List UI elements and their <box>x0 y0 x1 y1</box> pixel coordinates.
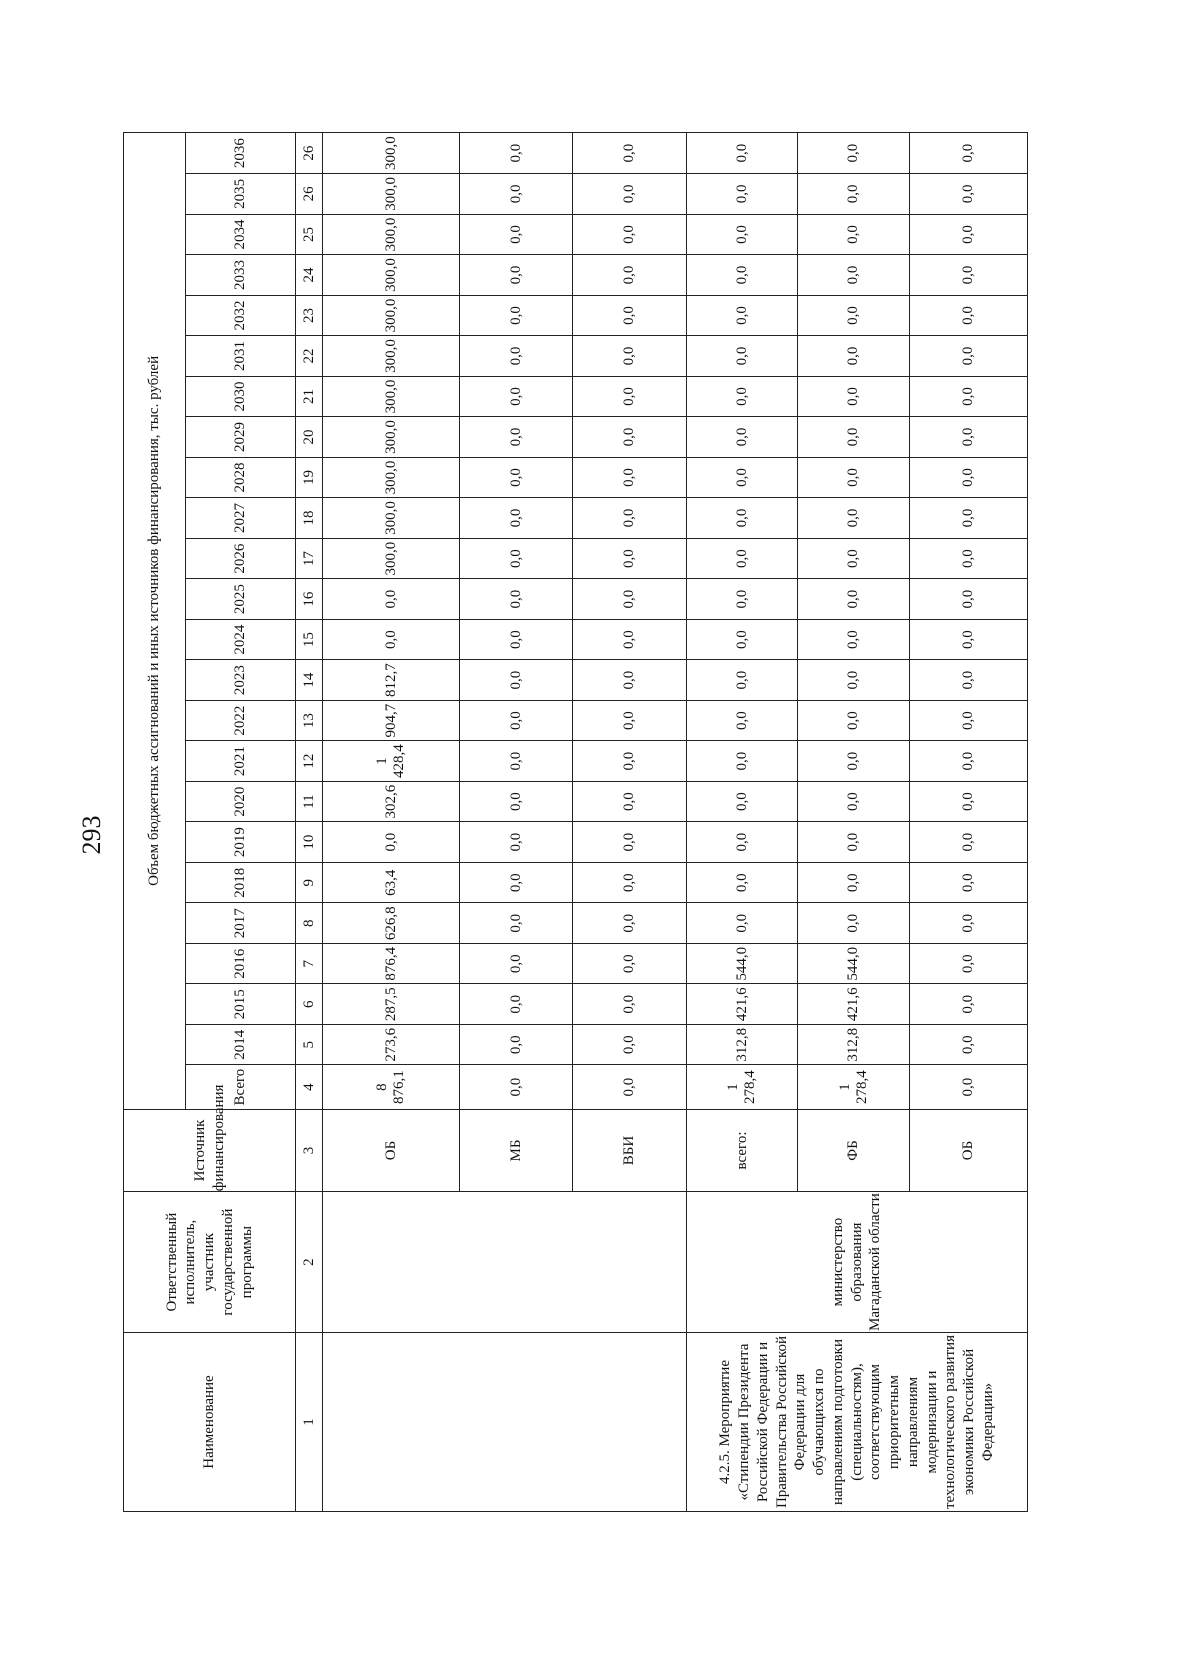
year-value: 0,0 <box>323 619 460 660</box>
column-number: 10 <box>296 822 323 863</box>
column-number: 17 <box>296 538 323 579</box>
year-value: 0,0 <box>573 538 687 579</box>
year-value: 0,0 <box>460 295 573 336</box>
year-value: 0,0 <box>798 741 910 782</box>
total-value: 0,0 <box>573 1065 687 1109</box>
funding-source: ОБ <box>323 1109 460 1191</box>
year-header: 2035 <box>186 174 296 215</box>
year-value: 0,0 <box>798 174 910 215</box>
column-number: 14 <box>296 660 323 701</box>
year-value: 0,0 <box>798 903 910 944</box>
column-number: 4 <box>296 1065 323 1109</box>
year-value: 302,6 <box>323 781 460 822</box>
year-value: 421,6 <box>687 984 798 1025</box>
year-value: 0,0 <box>798 255 910 296</box>
year-value: 0,0 <box>460 903 573 944</box>
year-value: 0,0 <box>687 255 798 296</box>
year-value: 0,0 <box>460 700 573 741</box>
year-value: 0,0 <box>573 133 687 174</box>
year-value: 0,0 <box>460 943 573 984</box>
year-value: 0,0 <box>460 781 573 822</box>
year-value: 0,0 <box>573 174 687 215</box>
column-number: 6 <box>296 984 323 1025</box>
year-value: 0,0 <box>687 498 798 539</box>
year-value: 0,0 <box>323 579 460 620</box>
budget-table <box>123 132 1028 1512</box>
year-value: 0,0 <box>460 457 573 498</box>
year-value: 0,0 <box>910 174 1028 215</box>
year-value: 0,0 <box>573 498 687 539</box>
table-body <box>323 133 1028 1512</box>
column-number: 26 <box>296 174 323 215</box>
year-value: 0,0 <box>910 660 1028 701</box>
year-value: 312,8 <box>798 1024 910 1065</box>
year-value: 0,0 <box>910 538 1028 579</box>
year-value: 0,0 <box>798 457 910 498</box>
year-header: 2031 <box>186 336 296 377</box>
year-value: 0,0 <box>687 417 798 458</box>
year-value: 0,0 <box>460 822 573 863</box>
year-header: 2028 <box>186 457 296 498</box>
year-value: 0,0 <box>798 214 910 255</box>
year-value: 0,0 <box>798 538 910 579</box>
year-value: 0,0 <box>687 781 798 822</box>
year-value: 0,0 <box>460 538 573 579</box>
year-value: 1 428,4 <box>323 741 460 782</box>
year-value: 0,0 <box>573 579 687 620</box>
year-value: 0,0 <box>573 214 687 255</box>
year-value: 300,0 <box>323 174 460 215</box>
year-value: 300,0 <box>323 376 460 417</box>
year-header: 2027 <box>186 498 296 539</box>
funding-source: ОБ <box>910 1109 1028 1191</box>
year-value: 300,0 <box>323 133 460 174</box>
column-number: 12 <box>296 741 323 782</box>
year-value: 0,0 <box>573 903 687 944</box>
year-value: 0,0 <box>573 984 687 1025</box>
year-value: 0,0 <box>910 822 1028 863</box>
year-value: 0,0 <box>687 457 798 498</box>
year-value: 63,4 <box>323 862 460 903</box>
header-source: Источник финансирования <box>124 1109 296 1191</box>
year-value: 300,0 <box>323 457 460 498</box>
year-value: 300,0 <box>323 214 460 255</box>
table-container <box>123 132 1028 1512</box>
year-value: 421,6 <box>798 984 910 1025</box>
year-value: 300,0 <box>323 255 460 296</box>
year-value: 0,0 <box>910 255 1028 296</box>
column-number: 1 <box>296 1333 323 1512</box>
row-executor-cell <box>323 1192 687 1333</box>
year-value: 300,0 <box>323 498 460 539</box>
year-value: 0,0 <box>573 660 687 701</box>
year-value: 0,0 <box>460 1024 573 1065</box>
year-value: 0,0 <box>910 376 1028 417</box>
column-number: 21 <box>296 376 323 417</box>
responsible-executor: министерство образования Магаданской области <box>687 1192 1028 1333</box>
year-value: 0,0 <box>573 943 687 984</box>
year-value: 0,0 <box>798 498 910 539</box>
year-value: 0,0 <box>573 1024 687 1065</box>
column-number: 9 <box>296 862 323 903</box>
year-value: 0,0 <box>910 295 1028 336</box>
year-value: 0,0 <box>910 903 1028 944</box>
year-header: 2025 <box>186 579 296 620</box>
year-value: 0,0 <box>798 781 910 822</box>
year-value: 300,0 <box>323 336 460 377</box>
year-value: 0,0 <box>573 862 687 903</box>
year-header: 2015 <box>186 984 296 1025</box>
table-row <box>323 133 460 1512</box>
year-value: 0,0 <box>573 741 687 782</box>
funding-source: МБ <box>460 1109 573 1191</box>
year-header: 2029 <box>186 417 296 458</box>
table-row <box>687 133 798 1512</box>
column-number: 2 <box>296 1192 323 1333</box>
year-value: 0,0 <box>798 417 910 458</box>
column-number: 3 <box>296 1109 323 1191</box>
total-value: 0,0 <box>460 1065 573 1109</box>
total-value: 1 278,4 <box>687 1065 798 1109</box>
year-header: 2021 <box>186 741 296 782</box>
year-value: 0,0 <box>910 781 1028 822</box>
year-value: 300,0 <box>323 538 460 579</box>
year-value: 0,0 <box>573 822 687 863</box>
year-value: 626,8 <box>323 903 460 944</box>
year-value: 0,0 <box>687 741 798 782</box>
column-number: 19 <box>296 457 323 498</box>
year-header: 2018 <box>186 862 296 903</box>
year-value: 0,0 <box>460 255 573 296</box>
funding-source: ВБИ <box>573 1109 687 1191</box>
column-number: 20 <box>296 417 323 458</box>
year-value: 0,0 <box>910 984 1028 1025</box>
measure-name: 4.2.5. Мероприятие «Стипендии Президента Российской Федерации и Правительства Российской Федерации для обучающихся по направлениям подготовки (специальностям), соответствующим приоритетным направлениям модернизации и технологического развития экономики Российской Федерации» <box>687 1333 1028 1512</box>
year-value: 0,0 <box>460 579 573 620</box>
year-value: 287,5 <box>323 984 460 1025</box>
year-value: 0,0 <box>687 538 798 579</box>
year-value: 0,0 <box>687 822 798 863</box>
year-value: 0,0 <box>573 700 687 741</box>
year-value: 0,0 <box>460 741 573 782</box>
year-header: 2026 <box>186 538 296 579</box>
year-header: 2016 <box>186 943 296 984</box>
year-value: 0,0 <box>460 984 573 1025</box>
header-executor: Ответственный исполнитель, участник государственной программы <box>124 1192 296 1333</box>
year-value: 0,0 <box>687 660 798 701</box>
header-name: Наименование <box>124 1333 296 1512</box>
year-value: 0,0 <box>910 1024 1028 1065</box>
year-header: 2020 <box>186 781 296 822</box>
column-number: 16 <box>296 579 323 620</box>
year-value: 0,0 <box>460 498 573 539</box>
year-value: 0,0 <box>910 862 1028 903</box>
year-value: 0,0 <box>798 295 910 336</box>
year-value: 0,0 <box>687 700 798 741</box>
column-number: 7 <box>296 943 323 984</box>
total-value: 8 876,1 <box>323 1065 460 1109</box>
row-name-cell <box>323 1333 687 1512</box>
year-value: 0,0 <box>687 579 798 620</box>
year-value: 0,0 <box>687 295 798 336</box>
column-number: 11 <box>296 781 323 822</box>
year-header: 2022 <box>186 700 296 741</box>
total-value: 1 278,4 <box>798 1065 910 1109</box>
year-header: 2032 <box>186 295 296 336</box>
year-value: 0,0 <box>798 822 910 863</box>
year-header: 2030 <box>186 376 296 417</box>
year-value: 0,0 <box>910 943 1028 984</box>
year-header: 2034 <box>186 214 296 255</box>
year-value: 0,0 <box>910 700 1028 741</box>
year-value: 0,0 <box>910 498 1028 539</box>
year-value: 0,0 <box>798 619 910 660</box>
year-value: 0,0 <box>460 862 573 903</box>
year-value: 0,0 <box>460 174 573 215</box>
year-value: 0,0 <box>573 781 687 822</box>
header-volume: Объем бюджетных ассигнований и иных источников финансирования, тыс. рублей <box>124 133 186 1110</box>
column-number: 8 <box>296 903 323 944</box>
year-header: 2023 <box>186 660 296 701</box>
column-number: 25 <box>296 214 323 255</box>
year-value: 0,0 <box>460 619 573 660</box>
year-value: 0,0 <box>910 336 1028 377</box>
year-value: 0,0 <box>687 376 798 417</box>
header-total: Всего <box>186 1065 296 1109</box>
year-value: 0,0 <box>798 700 910 741</box>
column-number: 23 <box>296 295 323 336</box>
funding-source: ФБ <box>798 1109 910 1191</box>
year-value: 0,0 <box>573 255 687 296</box>
page-number: 293 <box>77 815 106 855</box>
year-value: 0,0 <box>910 214 1028 255</box>
year-value: 0,0 <box>460 214 573 255</box>
year-value: 0,0 <box>687 336 798 377</box>
year-value: 0,0 <box>687 619 798 660</box>
year-header: 2033 <box>186 255 296 296</box>
year-value: 0,0 <box>460 417 573 458</box>
year-value: 0,0 <box>798 862 910 903</box>
year-header: 2014 <box>186 1024 296 1065</box>
year-header: 2017 <box>186 903 296 944</box>
year-value: 0,0 <box>798 376 910 417</box>
year-value: 300,0 <box>323 295 460 336</box>
year-value: 544,0 <box>687 943 798 984</box>
year-value: 0,0 <box>910 579 1028 620</box>
year-value: 0,0 <box>573 295 687 336</box>
year-value: 0,0 <box>798 579 910 620</box>
year-value: 544,0 <box>798 943 910 984</box>
year-value: 0,0 <box>573 376 687 417</box>
year-value: 0,0 <box>460 133 573 174</box>
year-header: 2019 <box>186 822 296 863</box>
year-value: 0,0 <box>323 822 460 863</box>
column-number-row <box>296 133 323 1512</box>
year-value: 876,4 <box>323 943 460 984</box>
funding-source: всего: <box>687 1109 798 1191</box>
column-number: 24 <box>296 255 323 296</box>
year-value: 0,0 <box>910 457 1028 498</box>
year-value: 0,0 <box>687 214 798 255</box>
column-number: 26 <box>296 133 323 174</box>
year-value: 0,0 <box>910 417 1028 458</box>
year-value: 0,0 <box>910 741 1028 782</box>
total-value: 0,0 <box>910 1065 1028 1109</box>
year-value: 0,0 <box>460 660 573 701</box>
year-value: 812,7 <box>323 660 460 701</box>
year-value: 312,8 <box>687 1024 798 1065</box>
year-value: 0,0 <box>687 903 798 944</box>
column-number: 18 <box>296 498 323 539</box>
year-value: 0,0 <box>460 376 573 417</box>
year-value: 0,0 <box>687 174 798 215</box>
column-number: 5 <box>296 1024 323 1065</box>
year-value: 0,0 <box>573 336 687 377</box>
year-value: 0,0 <box>573 619 687 660</box>
year-value: 0,0 <box>687 862 798 903</box>
column-number: 13 <box>296 700 323 741</box>
year-header: 2024 <box>186 619 296 660</box>
column-number: 22 <box>296 336 323 377</box>
year-value: 0,0 <box>460 336 573 377</box>
year-value: 0,0 <box>910 133 1028 174</box>
column-number: 15 <box>296 619 323 660</box>
year-value: 0,0 <box>687 133 798 174</box>
year-value: 300,0 <box>323 417 460 458</box>
year-value: 0,0 <box>910 619 1028 660</box>
year-value: 904,7 <box>323 700 460 741</box>
year-value: 0,0 <box>798 336 910 377</box>
year-header: 2036 <box>186 133 296 174</box>
year-value: 0,0 <box>798 660 910 701</box>
year-value: 0,0 <box>798 133 910 174</box>
year-value: 0,0 <box>573 457 687 498</box>
year-value: 0,0 <box>573 417 687 458</box>
year-value: 273,6 <box>323 1024 460 1065</box>
